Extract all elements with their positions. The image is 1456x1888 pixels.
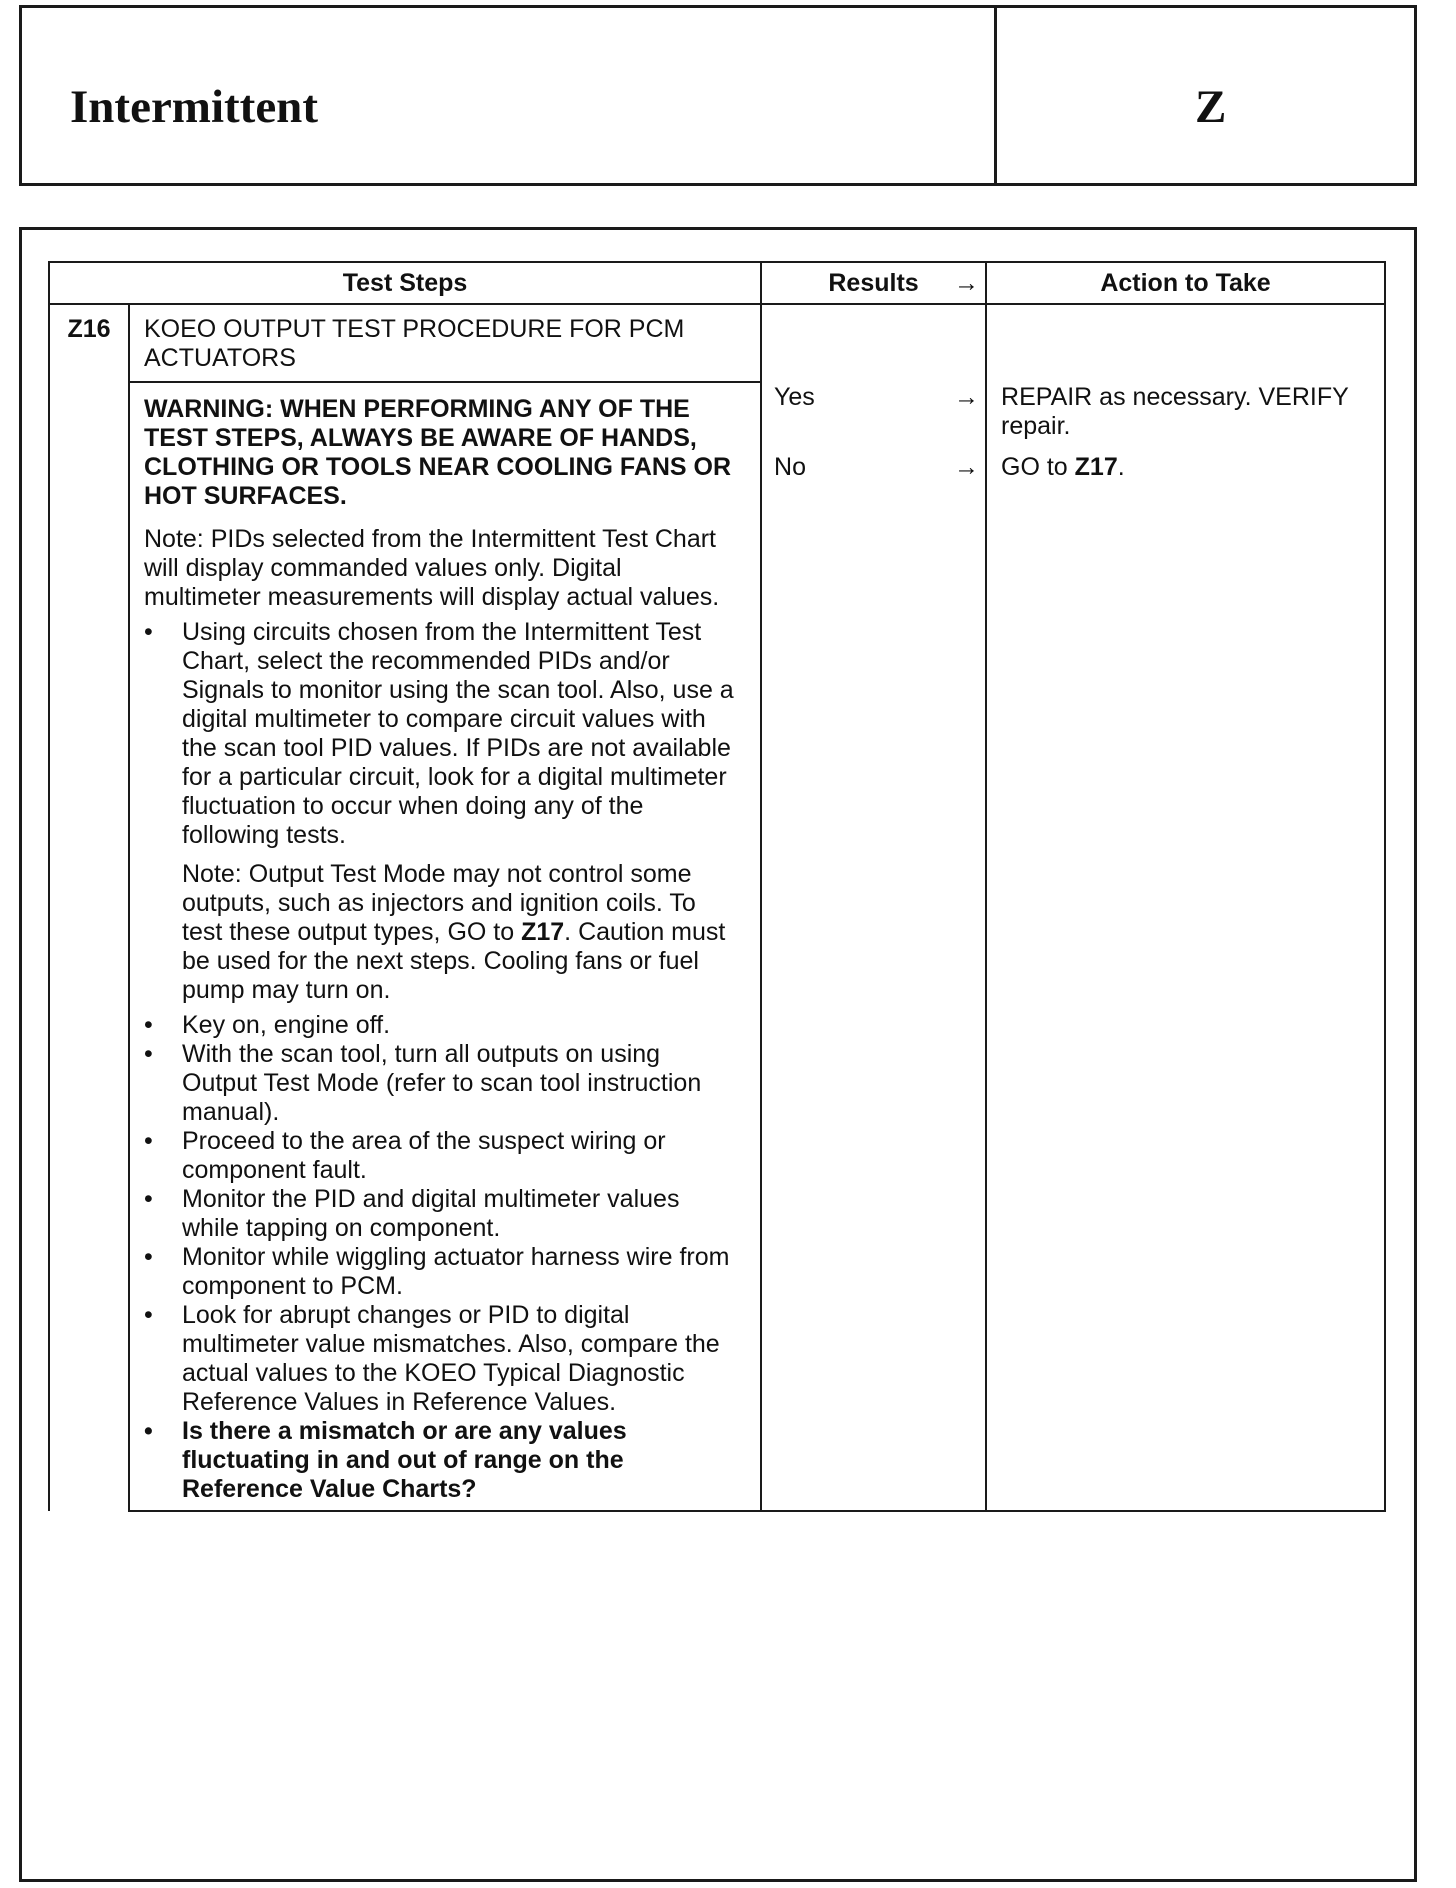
step-body — [129, 382, 761, 1511]
header-box — [19, 5, 1417, 186]
column-header-test-steps: Test Steps — [49, 262, 761, 304]
action-yes: REPAIR as necessary. VERIFY repair. — [1001, 383, 1349, 440]
column-header-action: Action to Take — [986, 262, 1385, 304]
list-item: • Monitor while wiggling actuator harness wire from component to PCM. — [144, 1243, 736, 1301]
action-no-ref: Z17 — [1074, 453, 1118, 481]
note-text: Note: PIDs selected from the Intermittent Test Chart will display commanded values only. Digital multimeter measurements will display actual values. — [144, 525, 720, 611]
procedure-list — [144, 618, 736, 1504]
arrow-right-icon: → — [954, 383, 980, 411]
result-yes — [774, 383, 979, 453]
result-no-label: No — [774, 453, 806, 481]
note-ref: Z17 — [521, 918, 565, 946]
note-text — [182, 860, 736, 1005]
note-prefix: Note: Output Test Mode may not control some outputs, such as injectors and ignition coils. To test these output types, GO to — [182, 860, 696, 946]
header-divider — [994, 8, 997, 183]
action-no-suffix: . — [1117, 453, 1125, 481]
results-header-label: Results — [828, 268, 919, 297]
table-header-row — [49, 262, 1385, 304]
list-item: • Monitor the PID and digital multimeter values while tapping on component. — [144, 1185, 736, 1243]
list-item — [144, 618, 736, 1005]
step-title-row — [49, 304, 1385, 382]
column-header-results — [761, 262, 986, 304]
list-item: • With the scan tool, turn all outputs on using Output Test Mode (refer to scan tool instruction manual). — [144, 1040, 736, 1127]
arrow-right-icon: → — [954, 453, 980, 481]
action-cell — [986, 304, 1385, 1511]
arrow-right-icon: → — [954, 269, 980, 297]
step-title: KOEO OUTPUT TEST PROCEDURE FOR PCM ACTUATORS — [129, 304, 761, 382]
action-no-prefix: GO to — [1001, 453, 1075, 481]
section-code: Z — [1195, 81, 1227, 133]
result-yes-label: Yes — [774, 383, 815, 411]
list-item: • Proceed to the area of the suspect wiring or component fault. — [144, 1127, 736, 1185]
list-item-text: Using circuits chosen from the Intermittent Test Chart, select the recommended PIDs and/or Signals to monitor using the scan tool. Also, use a digital multimeter to compare circuit values with the scan tool PID values. If PIDs are not available for a particular circuit, look for a digital multimeter fluctuation to occur when doing any of the following tests. — [182, 618, 734, 849]
list-item-question: • Is there a mismatch or are any values fluctuating in and out of range on the Reference Value Charts? — [144, 1417, 736, 1504]
test-steps-table — [48, 261, 1386, 1512]
list-item: • Key on, engine off. — [144, 1011, 736, 1040]
step-id: Z16 — [49, 304, 129, 1511]
list-item: • Look for abrupt changes or PID to digital multimeter value mismatches. Also, compare the actual values to the KOEO Typical Diagnostic Reference Values in Reference Values. — [144, 1301, 736, 1417]
warning-text: WARNING: WHEN PERFORMING ANY OF THE TEST STEPS, ALWAYS BE AWARE OF HANDS, CLOTHING OR TOOLS NEAR COOLING FANS OR HOT SURFACES. — [144, 395, 732, 510]
result-no — [774, 453, 979, 523]
page-title: Intermittent — [70, 81, 318, 133]
action-no — [1001, 453, 1376, 482]
note-suffix: . Caution must be used for the next steps. Cooling fans or fuel pump may turn on. — [182, 918, 726, 1004]
results-cell — [761, 304, 986, 1511]
